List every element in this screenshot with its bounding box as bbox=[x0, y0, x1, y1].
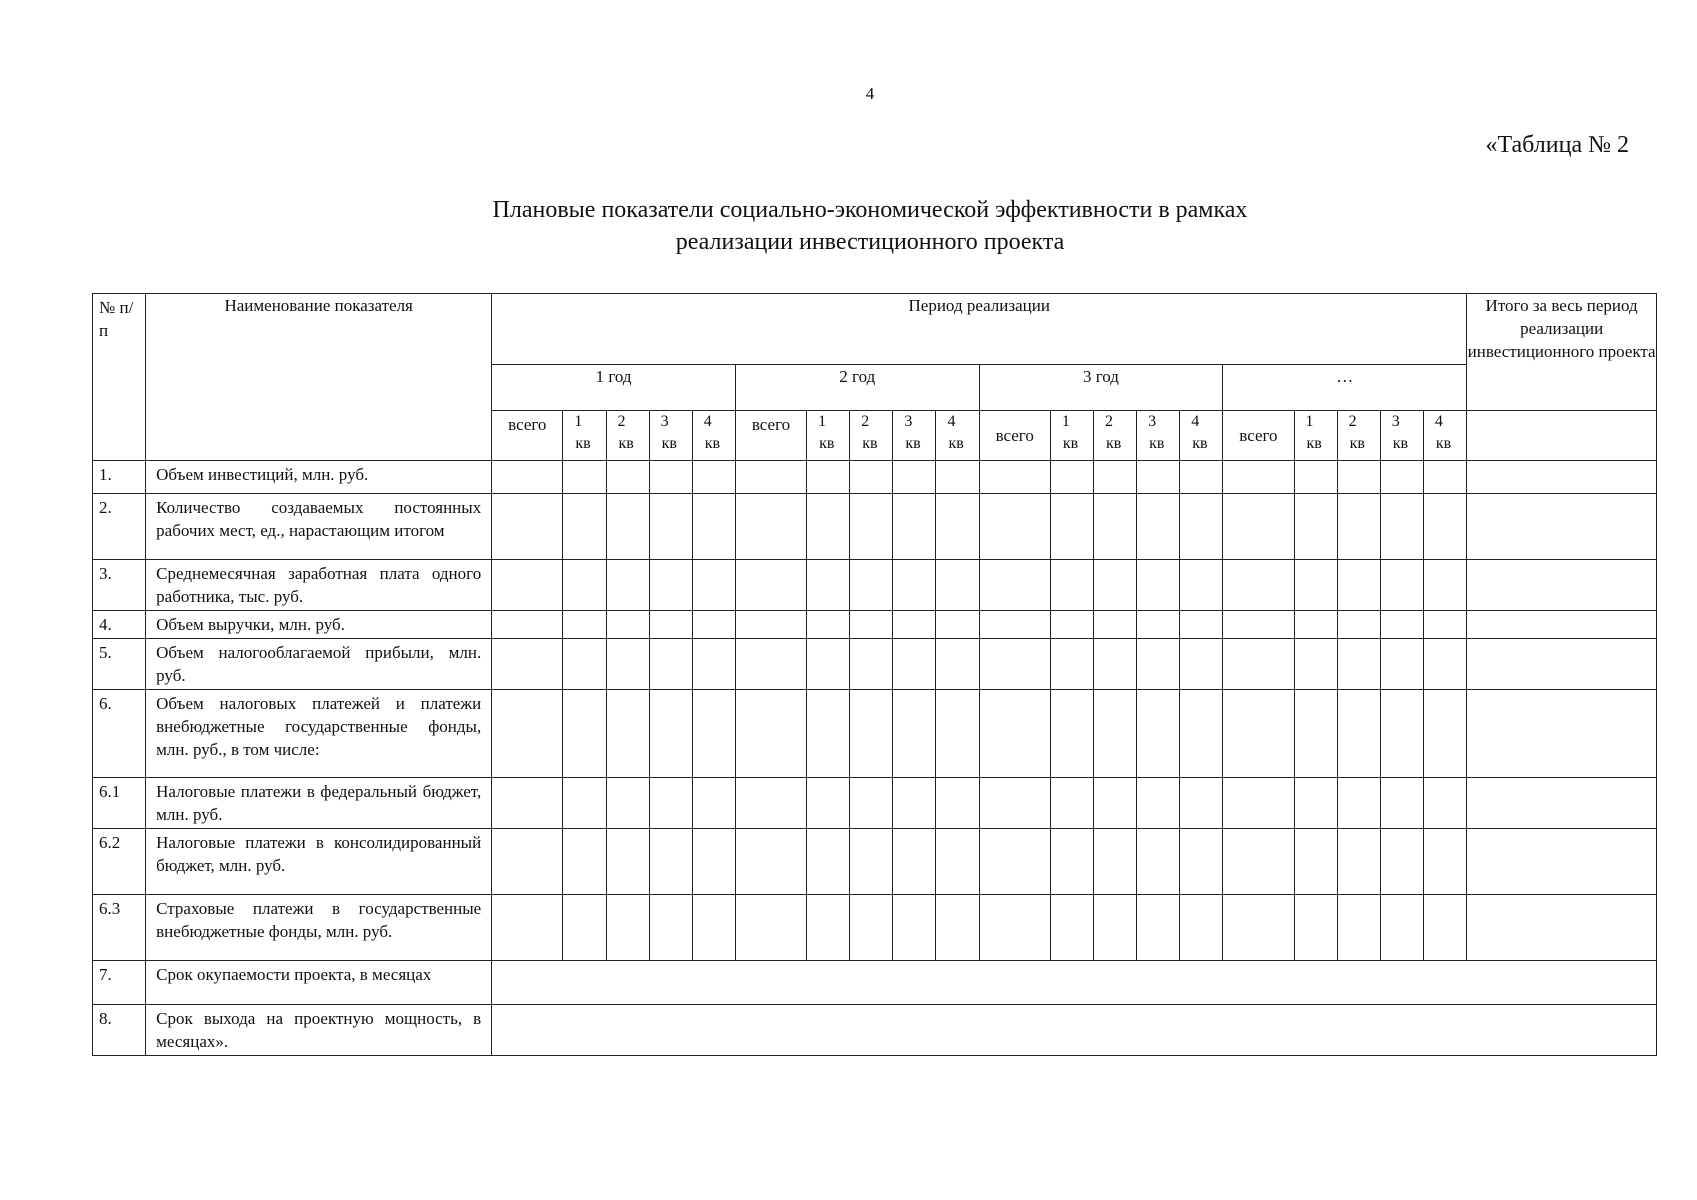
row-value-cell[interactable] bbox=[1380, 494, 1423, 560]
row-indicator-name: Объем налогооблагаемой прибыли, млн. руб. bbox=[146, 639, 492, 690]
header-quarter bbox=[936, 411, 979, 461]
row-value-cell[interactable] bbox=[1050, 461, 1093, 494]
header-num: № п/п bbox=[93, 294, 146, 461]
row-indicator-name: Объем налоговых платежей и платежи внебюджетные государственные фонды, млн. руб., в том числе: bbox=[146, 690, 492, 778]
row-value-cell[interactable] bbox=[1467, 639, 1657, 690]
quarter-number: 4 bbox=[1191, 413, 1200, 430]
row-value-cell[interactable] bbox=[1380, 560, 1423, 611]
row-value-cell[interactable] bbox=[979, 560, 1050, 611]
row-value-cell[interactable] bbox=[1467, 829, 1657, 895]
header-total: Итого за весь период реализации инвестиционного проекта bbox=[1467, 294, 1657, 411]
quarter-kv: кв bbox=[905, 435, 921, 452]
row-value-cell[interactable] bbox=[1337, 494, 1380, 560]
row-value-cell[interactable] bbox=[1137, 494, 1180, 560]
quarter-kv: кв bbox=[1105, 435, 1122, 452]
quarter-number: 1 bbox=[818, 413, 827, 430]
row-value-cell[interactable] bbox=[1180, 829, 1223, 895]
row-value-cell[interactable] bbox=[563, 778, 606, 829]
quarter-kv: кв bbox=[661, 435, 677, 452]
header-year-1: 1 год bbox=[492, 365, 736, 411]
quarter-number: 3 bbox=[904, 413, 913, 430]
row-value-cell[interactable] bbox=[1337, 560, 1380, 611]
row-value-cell[interactable] bbox=[735, 778, 806, 829]
row-value-cell[interactable] bbox=[606, 560, 649, 611]
row-value-cell[interactable] bbox=[893, 639, 936, 690]
row-value-cell[interactable] bbox=[1180, 690, 1223, 778]
row-value-cell[interactable] bbox=[1294, 611, 1337, 639]
row-value-cell[interactable] bbox=[1180, 639, 1223, 690]
row-value-cell[interactable] bbox=[1093, 611, 1136, 639]
quarter-number: 1 bbox=[1061, 413, 1070, 430]
row-value-cell[interactable] bbox=[563, 560, 606, 611]
row-number: 5. bbox=[93, 639, 146, 690]
header-quarter bbox=[1050, 411, 1093, 461]
header-year-more: … bbox=[1223, 365, 1467, 411]
row-number: 8. bbox=[93, 1005, 146, 1056]
row-value-cell[interactable] bbox=[1223, 895, 1294, 961]
table-row bbox=[93, 778, 1657, 829]
header-total-empty bbox=[1467, 411, 1657, 461]
row-value-cell[interactable] bbox=[1137, 560, 1180, 611]
quarter-kv: кв bbox=[1435, 435, 1452, 452]
row-value-cell[interactable] bbox=[893, 494, 936, 560]
row-value-cell[interactable] bbox=[893, 611, 936, 639]
quarter-kv: кв bbox=[704, 435, 721, 452]
header-quarter bbox=[1294, 411, 1337, 461]
row-value-cell[interactable] bbox=[979, 494, 1050, 560]
row-value-cell[interactable] bbox=[735, 461, 806, 494]
row-value-cell[interactable] bbox=[1223, 690, 1294, 778]
row-value-cell[interactable] bbox=[492, 639, 563, 690]
row-value-cell[interactable] bbox=[1093, 560, 1136, 611]
row-value-cell[interactable] bbox=[1380, 690, 1423, 778]
header-vsego: всего bbox=[979, 411, 1050, 461]
row-value-cell[interactable] bbox=[893, 778, 936, 829]
row-value-cell[interactable] bbox=[850, 778, 893, 829]
header-quarter bbox=[606, 411, 649, 461]
header-name: Наименование показателя bbox=[146, 294, 492, 461]
header-quarter bbox=[1180, 411, 1223, 461]
row-value-cell[interactable] bbox=[492, 690, 563, 778]
row-number: 6.2 bbox=[93, 829, 146, 895]
page-number: 4 bbox=[865, 84, 875, 103]
row-value-cell[interactable] bbox=[893, 461, 936, 494]
row-value-cell[interactable] bbox=[1423, 494, 1466, 560]
row-value-cell[interactable] bbox=[1467, 895, 1657, 961]
row-value-cell[interactable] bbox=[893, 560, 936, 611]
row-value-cell[interactable] bbox=[893, 895, 936, 961]
row-value-cell[interactable] bbox=[606, 461, 649, 494]
row-value-cell[interactable] bbox=[1380, 639, 1423, 690]
row-value-cell[interactable] bbox=[936, 778, 979, 829]
row-value-cell[interactable] bbox=[492, 611, 563, 639]
row-value-cell[interactable] bbox=[807, 639, 850, 690]
row-value-cell[interactable] bbox=[1093, 639, 1136, 690]
row-number: 6.1 bbox=[93, 778, 146, 829]
row-value-cell[interactable] bbox=[649, 494, 692, 560]
row-value-cell[interactable] bbox=[1050, 690, 1093, 778]
quarter-kv: кв bbox=[1062, 435, 1079, 452]
row-value-cell[interactable] bbox=[735, 560, 806, 611]
row-value-cell[interactable] bbox=[936, 560, 979, 611]
row-value-cell[interactable] bbox=[850, 690, 893, 778]
quarter-kv: кв bbox=[618, 435, 634, 452]
indicators-table bbox=[92, 293, 1657, 1056]
table-row bbox=[93, 560, 1657, 611]
row-value-cell[interactable] bbox=[649, 639, 692, 690]
row-value-cell[interactable] bbox=[1180, 560, 1223, 611]
row-value-cell[interactable] bbox=[492, 461, 563, 494]
quarter-number: 1 bbox=[1305, 413, 1314, 430]
header-quarter bbox=[692, 411, 735, 461]
row-indicator-name: Количество создаваемых постоянных рабочих мест, ед., нарастающим итогом bbox=[146, 494, 492, 560]
row-value-cell[interactable] bbox=[850, 829, 893, 895]
row-value-cell[interactable] bbox=[979, 461, 1050, 494]
row-value-cell[interactable] bbox=[1223, 461, 1294, 494]
row-value-cell[interactable] bbox=[936, 611, 979, 639]
row-value-cell[interactable] bbox=[1423, 461, 1466, 494]
row-value-cell[interactable] bbox=[1093, 778, 1136, 829]
row-value-cell[interactable] bbox=[1137, 461, 1180, 494]
header-vsego: всего bbox=[735, 411, 806, 461]
row-value-cell[interactable] bbox=[1180, 461, 1223, 494]
row-value-cell[interactable] bbox=[807, 611, 850, 639]
header-quarter bbox=[850, 411, 893, 461]
row-value-cell[interactable] bbox=[1137, 690, 1180, 778]
table-row bbox=[93, 494, 1657, 560]
row-value-cell[interactable] bbox=[979, 611, 1050, 639]
row-value-cell[interactable] bbox=[1137, 611, 1180, 639]
row-value-cell[interactable] bbox=[1467, 461, 1657, 494]
row-value-cell[interactable] bbox=[807, 560, 850, 611]
row-value-cell[interactable] bbox=[1294, 895, 1337, 961]
row-value-cell[interactable] bbox=[606, 895, 649, 961]
row-value-cell[interactable] bbox=[492, 778, 563, 829]
row-value-cell[interactable] bbox=[563, 639, 606, 690]
row-value-cell[interactable] bbox=[606, 690, 649, 778]
row-value-cell[interactable] bbox=[936, 494, 979, 560]
row-value-cell[interactable] bbox=[1467, 778, 1657, 829]
row-value-cell[interactable] bbox=[1337, 639, 1380, 690]
header-year-3: 3 год bbox=[979, 365, 1223, 411]
quarter-kv: кв bbox=[948, 435, 964, 452]
table-row bbox=[93, 639, 1657, 690]
row-value-cell[interactable] bbox=[735, 829, 806, 895]
row-value-merged[interactable] bbox=[492, 1005, 1657, 1056]
quarter-number: 2 bbox=[861, 413, 870, 430]
header-quarter bbox=[1380, 411, 1423, 461]
row-number: 6. bbox=[93, 690, 146, 778]
row-value-cell[interactable] bbox=[1050, 829, 1093, 895]
header-vsego: всего bbox=[492, 411, 563, 461]
row-value-cell[interactable] bbox=[1467, 690, 1657, 778]
row-value-cell[interactable] bbox=[1137, 895, 1180, 961]
row-value-cell[interactable] bbox=[807, 829, 850, 895]
row-value-cell[interactable] bbox=[735, 690, 806, 778]
row-value-cell[interactable] bbox=[692, 639, 735, 690]
row-value-cell[interactable] bbox=[563, 829, 606, 895]
row-value-cell[interactable] bbox=[649, 560, 692, 611]
row-value-cell[interactable] bbox=[692, 494, 735, 560]
row-indicator-name: Объем выручки, млн. руб. bbox=[146, 611, 492, 639]
row-value-cell[interactable] bbox=[979, 895, 1050, 961]
row-value-cell[interactable] bbox=[563, 611, 606, 639]
quarter-number: 4 bbox=[947, 413, 956, 430]
row-value-cell[interactable] bbox=[1137, 778, 1180, 829]
row-value-cell[interactable] bbox=[807, 494, 850, 560]
row-value-cell[interactable] bbox=[692, 560, 735, 611]
table-row bbox=[93, 1005, 1657, 1056]
row-value-cell[interactable] bbox=[936, 895, 979, 961]
row-value-cell[interactable] bbox=[979, 690, 1050, 778]
quarter-kv: кв bbox=[1392, 435, 1409, 452]
row-value-cell[interactable] bbox=[492, 829, 563, 895]
row-value-cell[interactable] bbox=[692, 829, 735, 895]
row-value-cell[interactable] bbox=[807, 778, 850, 829]
quarter-kv: кв bbox=[1349, 435, 1365, 452]
document-title bbox=[330, 194, 1410, 258]
row-value-cell[interactable] bbox=[492, 560, 563, 611]
row-number: 1. bbox=[93, 461, 146, 494]
row-value-cell[interactable] bbox=[492, 494, 563, 560]
document-title-line-2: реализации инвестиционного проекта bbox=[675, 229, 1065, 255]
row-value-cell[interactable] bbox=[1180, 611, 1223, 639]
row-value-cell[interactable] bbox=[649, 611, 692, 639]
table-caption: «Таблица № 2 bbox=[1485, 132, 1629, 158]
row-value-cell[interactable] bbox=[1050, 639, 1093, 690]
row-value-cell[interactable] bbox=[979, 829, 1050, 895]
row-value-cell[interactable] bbox=[1137, 829, 1180, 895]
row-value-cell[interactable] bbox=[936, 690, 979, 778]
quarter-number: 2 bbox=[1104, 413, 1113, 430]
row-value-cell[interactable] bbox=[1093, 461, 1136, 494]
row-value-cell[interactable] bbox=[1423, 639, 1466, 690]
table-row bbox=[93, 829, 1657, 895]
row-value-cell[interactable] bbox=[893, 829, 936, 895]
header-quarter bbox=[1137, 411, 1180, 461]
row-value-cell[interactable] bbox=[692, 778, 735, 829]
row-value-cell[interactable] bbox=[1223, 611, 1294, 639]
row-value-cell[interactable] bbox=[1223, 639, 1294, 690]
row-number: 2. bbox=[93, 494, 146, 560]
row-value-cell[interactable] bbox=[492, 895, 563, 961]
row-indicator-name: Объем инвестиций, млн. руб. bbox=[146, 461, 492, 494]
row-value-cell[interactable] bbox=[1337, 611, 1380, 639]
row-value-cell[interactable] bbox=[1093, 829, 1136, 895]
row-value-cell[interactable] bbox=[1223, 778, 1294, 829]
row-value-cell[interactable] bbox=[1337, 461, 1380, 494]
row-value-cell[interactable] bbox=[1467, 611, 1657, 639]
row-value-cell[interactable] bbox=[563, 461, 606, 494]
row-value-cell[interactable] bbox=[1337, 895, 1380, 961]
row-value-cell[interactable] bbox=[692, 895, 735, 961]
row-value-cell[interactable] bbox=[1223, 494, 1294, 560]
row-value-cell[interactable] bbox=[649, 690, 692, 778]
row-value-cell[interactable] bbox=[893, 690, 936, 778]
row-value-cell[interactable] bbox=[1093, 690, 1136, 778]
row-value-cell[interactable] bbox=[807, 690, 850, 778]
row-value-cell[interactable] bbox=[606, 778, 649, 829]
header-row-period bbox=[93, 294, 1657, 365]
quarter-kv: кв bbox=[575, 435, 591, 452]
row-value-cell[interactable] bbox=[1137, 639, 1180, 690]
row-value-cell[interactable] bbox=[1337, 778, 1380, 829]
row-value-cell[interactable] bbox=[1050, 778, 1093, 829]
row-value-cell[interactable] bbox=[1294, 639, 1337, 690]
row-value-cell[interactable] bbox=[1380, 461, 1423, 494]
row-value-cell[interactable] bbox=[692, 690, 735, 778]
row-value-cell[interactable] bbox=[850, 461, 893, 494]
quarter-number: 3 bbox=[1391, 413, 1400, 430]
header-quarter bbox=[563, 411, 606, 461]
row-indicator-name: Налоговые платежи в консолидированный бюджет, млн. руб. bbox=[146, 829, 492, 895]
row-value-cell[interactable] bbox=[563, 895, 606, 961]
row-value-cell[interactable] bbox=[1423, 829, 1466, 895]
row-value-cell[interactable] bbox=[850, 560, 893, 611]
quarter-kv: кв bbox=[862, 435, 878, 452]
quarter-number: 1 bbox=[574, 413, 583, 430]
row-value-cell[interactable] bbox=[735, 611, 806, 639]
row-value-cell[interactable] bbox=[606, 611, 649, 639]
row-value-cell[interactable] bbox=[649, 895, 692, 961]
row-value-cell[interactable] bbox=[1380, 895, 1423, 961]
row-value-cell[interactable] bbox=[692, 611, 735, 639]
header-quarter bbox=[1423, 411, 1466, 461]
row-value-cell[interactable] bbox=[1223, 560, 1294, 611]
row-value-cell[interactable] bbox=[1380, 829, 1423, 895]
row-value-cell[interactable] bbox=[649, 778, 692, 829]
row-value-cell[interactable] bbox=[692, 461, 735, 494]
table-row bbox=[93, 961, 1657, 1005]
document-title-line-1: Плановые показатели социально-экономической эффективности в рамках bbox=[492, 197, 1248, 223]
row-value-cell[interactable] bbox=[735, 639, 806, 690]
row-value-cell[interactable] bbox=[1423, 690, 1466, 778]
row-value-cell[interactable] bbox=[649, 461, 692, 494]
row-value-cell[interactable] bbox=[1050, 560, 1093, 611]
row-value-cell[interactable] bbox=[1337, 690, 1380, 778]
row-number: 4. bbox=[93, 611, 146, 639]
row-value-cell[interactable] bbox=[1050, 611, 1093, 639]
row-number: 6.3 bbox=[93, 895, 146, 961]
row-value-cell[interactable] bbox=[1294, 494, 1337, 560]
row-value-cell[interactable] bbox=[1467, 560, 1657, 611]
quarter-number: 4 bbox=[703, 413, 712, 430]
row-value-cell[interactable] bbox=[1050, 895, 1093, 961]
quarter-number: 2 bbox=[1348, 413, 1357, 430]
table-row bbox=[93, 611, 1657, 639]
quarter-number: 3 bbox=[660, 413, 669, 430]
row-value-cell[interactable] bbox=[606, 494, 649, 560]
row-value-cell[interactable] bbox=[649, 829, 692, 895]
row-value-cell[interactable] bbox=[1180, 778, 1223, 829]
row-value-cell[interactable] bbox=[1294, 778, 1337, 829]
row-value-cell[interactable] bbox=[1223, 829, 1294, 895]
row-number: 3. bbox=[93, 560, 146, 611]
row-value-cell[interactable] bbox=[1467, 494, 1657, 560]
row-value-cell[interactable] bbox=[850, 639, 893, 690]
row-value-cell[interactable] bbox=[1180, 494, 1223, 560]
row-value-cell[interactable] bbox=[1294, 461, 1337, 494]
row-value-cell[interactable] bbox=[979, 639, 1050, 690]
row-value-cell[interactable] bbox=[735, 494, 806, 560]
header-quarter bbox=[1093, 411, 1136, 461]
row-value-merged[interactable] bbox=[492, 961, 1657, 1005]
row-value-cell[interactable] bbox=[1380, 611, 1423, 639]
header-vsego: всего bbox=[1223, 411, 1294, 461]
row-number: 7. bbox=[93, 961, 146, 1005]
row-value-cell[interactable] bbox=[1337, 829, 1380, 895]
row-value-cell[interactable] bbox=[850, 494, 893, 560]
table-row bbox=[93, 895, 1657, 961]
header-period: Период реализации bbox=[492, 294, 1467, 365]
row-value-cell[interactable] bbox=[1294, 560, 1337, 611]
row-indicator-name: Срок выхода на проектную мощность, в месяцах». bbox=[146, 1005, 492, 1056]
quarter-number: 4 bbox=[1434, 413, 1443, 430]
quarter-kv: кв bbox=[1192, 435, 1208, 452]
row-value-cell[interactable] bbox=[1093, 895, 1136, 961]
quarter-kv: кв bbox=[819, 435, 835, 452]
row-value-cell[interactable] bbox=[850, 611, 893, 639]
row-value-cell[interactable] bbox=[606, 639, 649, 690]
quarter-kv: кв bbox=[1149, 435, 1165, 452]
row-value-cell[interactable] bbox=[606, 829, 649, 895]
row-value-cell[interactable] bbox=[563, 690, 606, 778]
quarter-number: 2 bbox=[617, 413, 626, 430]
row-value-cell[interactable] bbox=[735, 895, 806, 961]
row-indicator-name: Страховые платежи в государственные внебюджетные фонды, млн. руб. bbox=[146, 895, 492, 961]
row-value-cell[interactable] bbox=[1423, 895, 1466, 961]
row-indicator-name: Налоговые платежи в федеральный бюджет, млн. руб. bbox=[146, 778, 492, 829]
header-quarter bbox=[1337, 411, 1380, 461]
row-value-cell[interactable] bbox=[1093, 494, 1136, 560]
header-quarter bbox=[807, 411, 850, 461]
quarter-kv: кв bbox=[1306, 435, 1322, 452]
row-value-cell[interactable] bbox=[850, 895, 893, 961]
row-value-cell[interactable] bbox=[936, 639, 979, 690]
table-row bbox=[93, 690, 1657, 778]
row-indicator-name: Среднемесячная заработная плата одного работника, тыс. руб. bbox=[146, 560, 492, 611]
row-value-cell[interactable] bbox=[1294, 690, 1337, 778]
row-value-cell[interactable] bbox=[979, 778, 1050, 829]
header-quarter bbox=[649, 411, 692, 461]
row-value-cell[interactable] bbox=[807, 461, 850, 494]
header-year-2: 2 год bbox=[735, 365, 979, 411]
row-value-cell[interactable] bbox=[1423, 560, 1466, 611]
quarter-number: 3 bbox=[1148, 413, 1157, 430]
row-value-cell[interactable] bbox=[1423, 611, 1466, 639]
row-value-cell[interactable] bbox=[936, 461, 979, 494]
row-indicator-name: Срок окупаемости проекта, в месяцах bbox=[146, 961, 492, 1005]
row-value-cell[interactable] bbox=[563, 494, 606, 560]
row-value-cell[interactable] bbox=[936, 829, 979, 895]
header-quarter bbox=[893, 411, 936, 461]
row-value-cell[interactable] bbox=[1180, 895, 1223, 961]
row-value-cell[interactable] bbox=[1380, 778, 1423, 829]
table-row bbox=[93, 461, 1657, 494]
row-value-cell[interactable] bbox=[1294, 829, 1337, 895]
row-value-cell[interactable] bbox=[1050, 494, 1093, 560]
row-value-cell[interactable] bbox=[1423, 778, 1466, 829]
row-value-cell[interactable] bbox=[807, 895, 850, 961]
